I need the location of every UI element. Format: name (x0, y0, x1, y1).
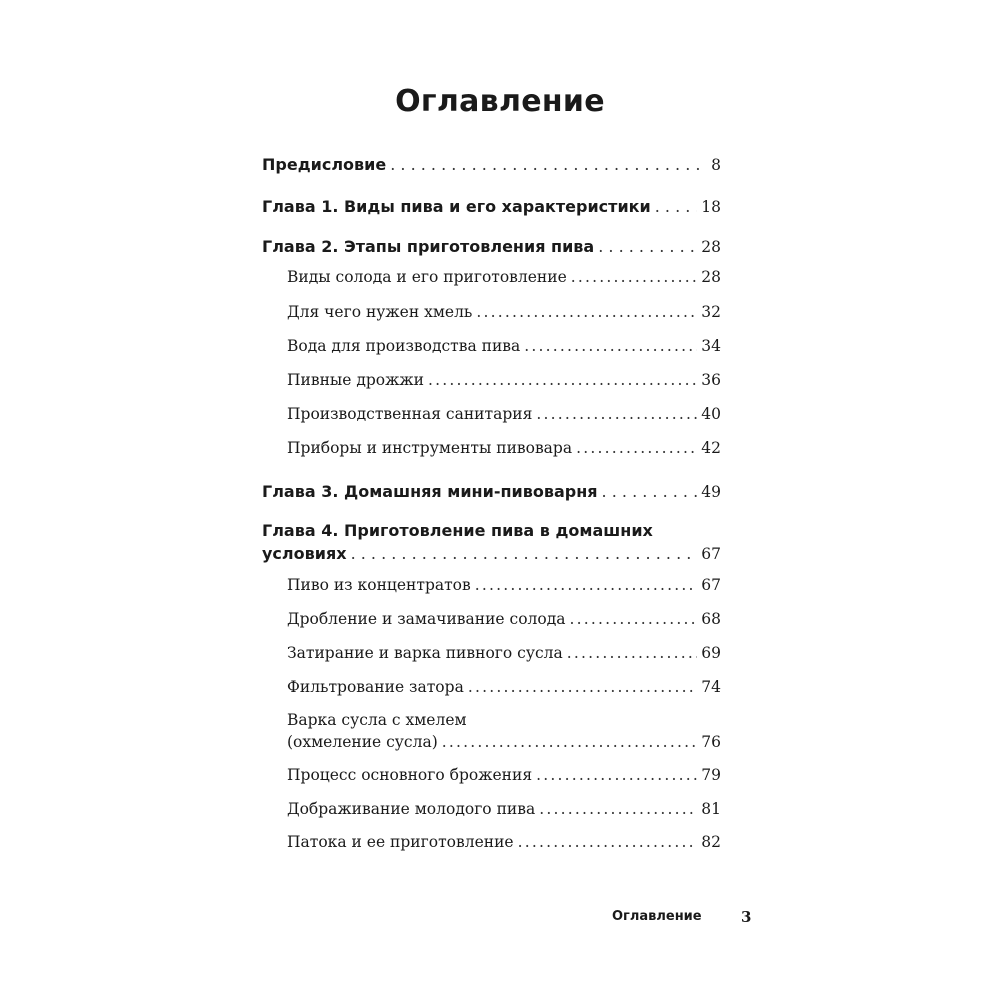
dot-leader (518, 833, 698, 851)
dot-leader (468, 678, 697, 696)
toc-entry-page: 67 (701, 576, 721, 594)
running-footer-title: Оглавление (612, 909, 702, 924)
dot-leader (655, 197, 698, 216)
dot-leader (536, 766, 697, 784)
toc-entry-title: Виды солода и его приготовление (287, 268, 567, 286)
toc-entry-page: 36 (701, 371, 721, 389)
toc-entry-title: Приборы и инструменты пивовара (287, 439, 573, 457)
toc-entry-title: Для чего нужен хмель (287, 303, 473, 321)
dot-leader (576, 439, 697, 457)
toc-section-entry[interactable] (287, 833, 721, 851)
toc-entry-page: 49 (701, 483, 721, 501)
toc-entry-title: Дображивание молодого пива (287, 800, 536, 818)
toc-entry-title: Дробление и замачивание солода (287, 610, 566, 628)
toc-entry-page: 34 (701, 337, 721, 355)
toc-section-entry[interactable] (287, 371, 721, 389)
toc-section-entry[interactable] (287, 644, 721, 662)
dot-leader (539, 800, 697, 818)
dot-leader (475, 576, 698, 594)
dot-leader (390, 155, 707, 174)
toc-section-entry[interactable] (287, 800, 721, 818)
toc-entry-page: 18 (701, 198, 721, 216)
toc-section-entry[interactable] (287, 439, 721, 457)
toc-entry-page: 40 (701, 405, 721, 423)
toc-section-entry[interactable] (287, 733, 721, 751)
toc-section-entry[interactable] (287, 405, 721, 423)
toc-entry-page: 32 (701, 303, 721, 321)
toc-entry-page: 69 (701, 644, 721, 662)
toc-section-entry[interactable] (287, 610, 721, 628)
dot-leader (602, 482, 698, 501)
toc-entry-page: 28 (701, 268, 721, 286)
toc-section-entry[interactable] (287, 268, 721, 286)
dot-leader (536, 405, 697, 423)
toc-entry-page: 81 (701, 800, 721, 818)
toc-entry-title: Патока и ее приготовление (287, 833, 514, 851)
toc-section-entry[interactable] (287, 337, 721, 355)
toc-entry-title: условиях (262, 544, 347, 563)
toc-entry-page: 76 (701, 733, 721, 751)
toc-entry-page: 79 (701, 766, 721, 784)
toc-entry-title: Предисловие (262, 155, 387, 174)
toc-section-entry[interactable] (287, 576, 721, 594)
toc-entry-title: Вода для производства пива (287, 337, 521, 355)
toc-entry-title: Затирание и варка пивного сусла (287, 644, 563, 662)
toc-entry-page: 42 (701, 439, 721, 457)
toc-entry-page: 68 (701, 610, 721, 628)
toc-entry-title: Фильтрование затора (287, 678, 464, 696)
toc-chapter-entry[interactable] (262, 544, 721, 563)
toc-entry-first-line: Варка сусла с хмелем (287, 711, 467, 729)
dot-leader (524, 337, 697, 355)
toc-chapter-entry[interactable] (262, 155, 721, 174)
toc-chapter-entry[interactable] (262, 482, 721, 501)
toc-entry-title: Глава 1. Виды пива и его характеристики (262, 197, 651, 216)
dot-leader (428, 371, 697, 389)
toc-entry-title: (охмеление сусла) (287, 733, 438, 751)
toc-entry-page: 8 (711, 156, 721, 174)
toc-entry-page: 74 (701, 678, 721, 696)
toc-chapter-entry[interactable] (262, 237, 721, 256)
toc-entry-page: 67 (701, 545, 721, 563)
toc-entry-title: Пивные дрожжи (287, 371, 424, 389)
toc-entry-title: Процесс основного брожения (287, 766, 533, 784)
toc-entry-page: 82 (701, 833, 721, 851)
toc-entry-title: Глава 2. Этапы приготовления пива (262, 237, 595, 256)
dot-leader (598, 237, 697, 256)
dot-leader (570, 610, 698, 628)
toc-chapter-entry[interactable] (262, 197, 721, 216)
toc-section-entry[interactable] (287, 766, 721, 784)
toc-section-entry[interactable] (287, 678, 721, 696)
dot-leader (567, 644, 698, 662)
toc-entry-first-line: Глава 4. Приготовление пива в домашних (262, 521, 653, 540)
dot-leader (442, 733, 698, 751)
toc-entry-page: 28 (701, 238, 721, 256)
dot-leader (351, 544, 698, 563)
dot-leader (571, 268, 698, 286)
toc-entry-title: Пиво из концентратов (287, 576, 471, 594)
toc-entry-title: Производственная санитария (287, 405, 533, 423)
toc-entry-title: Глава 3. Домашняя мини-пивоварня (262, 482, 598, 501)
page-title: Оглавление (395, 84, 605, 119)
dot-leader (476, 303, 697, 321)
page-number: 3 (741, 908, 752, 926)
toc-section-entry[interactable] (287, 303, 721, 321)
